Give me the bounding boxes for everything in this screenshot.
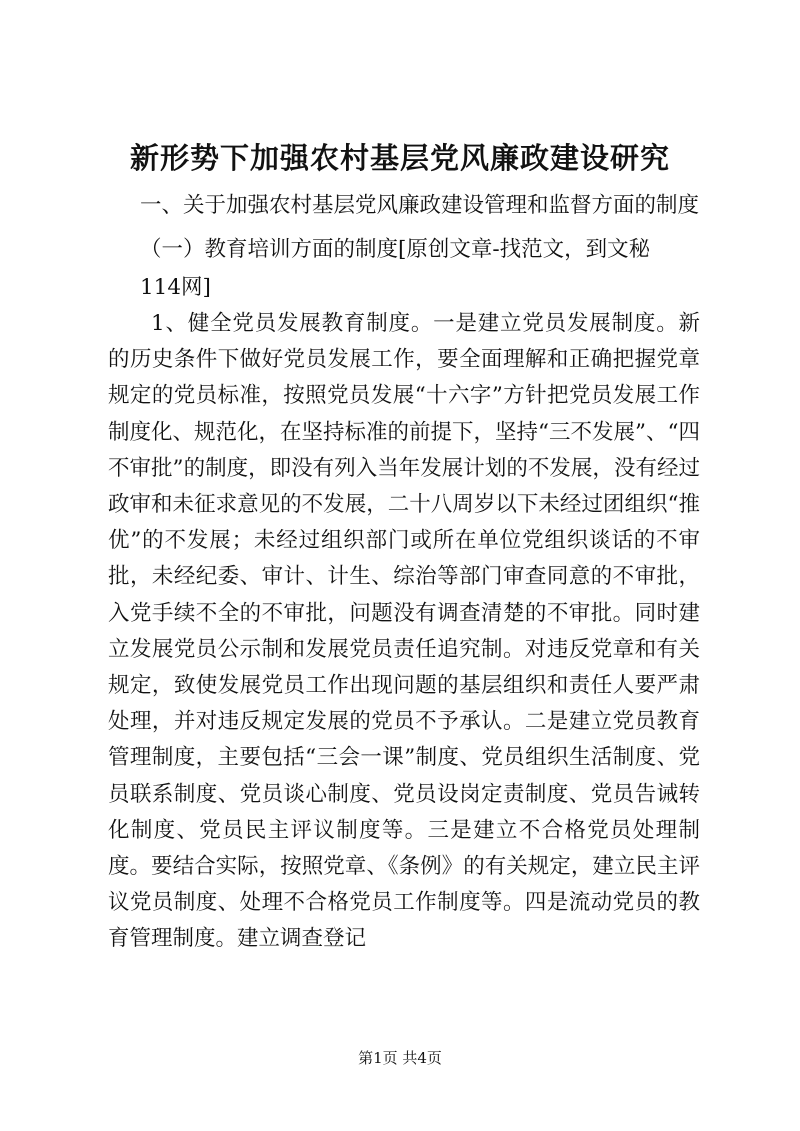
page-footer: 第1页 共4页 [358, 1049, 442, 1067]
subsection-heading: （一）教育培训方面的制度[原创文章-找范文，到文秘 [140, 237, 651, 262]
subsection-heading-continued: 114网] [140, 275, 211, 300]
document-title: 新形势下加强农村基层党风廉政建设研究 [129, 141, 670, 175]
section-heading: 一、关于加强农村基层党风廉政建设管理和监督方面的制度 [140, 193, 700, 218]
body-paragraph: 1、健全党员发展教育制度。一是建立党员发展制度。新的历史条件下做好党员发展工作，要全面理解和正确把握党章规定的党员标准，按照党员发展“十六字”方针把党员发展工作制度化、规范化，在坚持标准的前提下，坚持“三不发展”、“四不审批”的制度，即没有列入当年发展计划的不发展，没有经过政审和未征求意见的不发展，二十八周岁以下未经过团组织“推优”的不发展；未经过组织部门或所在单位党组织谈话的不审批，未经纪委、审计、计生、综治等部门审查同意的不审批，入党手续不全的不审批，问题没有调查清楚的不审批。同时建立发展党员公示制和发展党员责任追究制。对违反党章和有关规定，致使发展党员工作出现问题的基层组织和责任人要严肃处理，并对违反规定发展的党员不予承认。二是建立党员教育管理制度，主要包括“三会一课”制度、党员组织生活制度、党员联系制度、党员谈心制度、党员设岗定责制度、党员告诫转化制度、党员民主评议制度等。三是建立不合格党员处理制度。要结合实际，按照党章、《条例》的有关规定，建立民主评议党员制度、处理不合格党员工作制度等。四是流动党员的教育管理制度。建立调查登记 [108, 311, 700, 952]
